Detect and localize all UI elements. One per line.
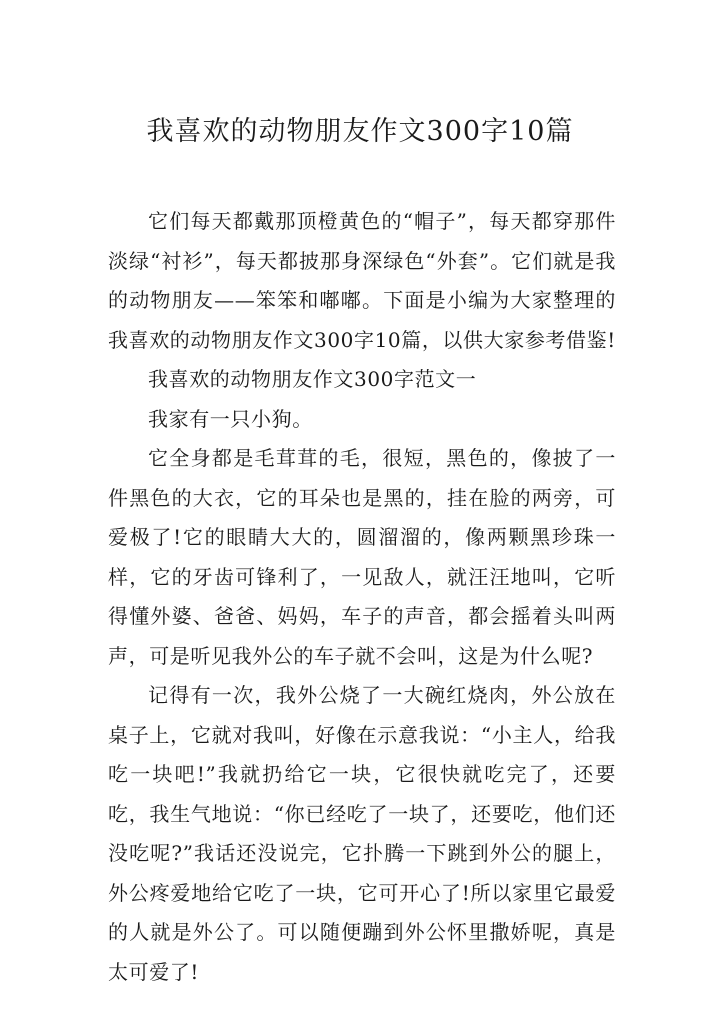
intro-paragraph: 它们每天都戴那顶橙黄色的“帽子”，每天都穿那件淡绿“衬衫”，每天都披那身深绿色“外套”。它们就是我的动物朋友——笨笨和嘟嘟。下面是小编为大家整理的我喜欢的动物朋友作文300字10篇，以供大家参考借鉴! <box>108 209 616 352</box>
document-body <box>108 202 616 992</box>
section-heading: 我喜欢的动物朋友作文300字范文一 <box>148 367 477 391</box>
body-paragraph: 它全身都是毛茸茸的毛，很短，黑色的，像披了一件黑色的大衣，它的耳朵也是黑的，挂在脸的两旁，可爱极了!它的眼睛大大的，圆溜溜的，像两颗黑珍珠一样，它的牙齿可锋利了，一见敌人，就汪汪地叫，它听得懂外婆、爸爸、妈妈，车子的声音，都会摇着头叫两声，可是听见我外公的车子就不会叫，这是为什么呢? <box>108 446 616 668</box>
document-title: 我喜欢的动物朋友作文300字10篇 <box>146 116 574 147</box>
body-paragraph: 我家有一只小狗。 <box>148 406 313 431</box>
body-paragraph: 记得有一次，我外公烧了一大碗红烧肉，外公放在桌子上，它就对我叫，好像在示意我说：“小主人，给我吃一块吧!”我就扔给它一块，它很快就吃完了，还要吃，我生气地说：“你已经吃了一块了，还要吃，他们还没吃呢?”我话还没说完，它扑腾一下跳到外公的腿上，外公疼爱地给它吃了一块，它可开心了!所以家里它最爱的人就是外公了。可以随便蹦到外公怀里撒娇呢，真是太可爱了! <box>108 683 616 984</box>
